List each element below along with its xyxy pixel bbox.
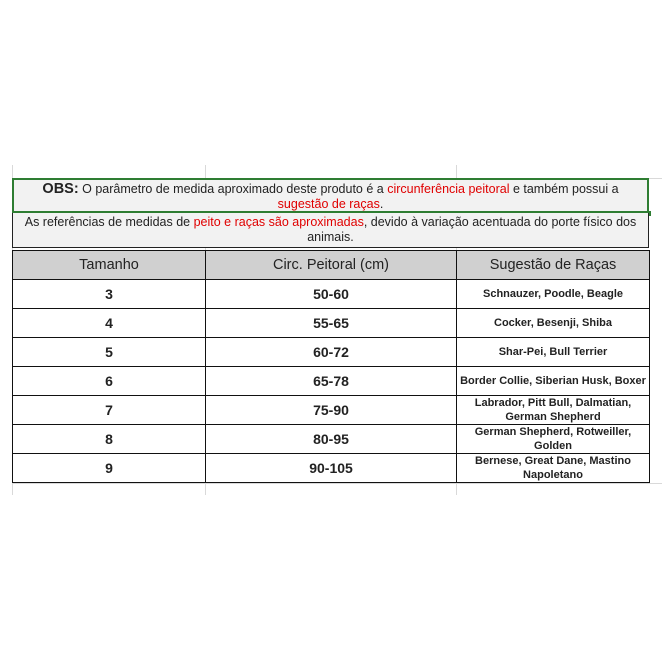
table-header-row bbox=[13, 251, 650, 280]
chest-cell[interactable]: 60-72 bbox=[206, 338, 457, 367]
size-cell[interactable]: 8 bbox=[13, 425, 206, 454]
size-cell[interactable]: 5 bbox=[13, 338, 206, 367]
chest-cell[interactable]: 50-60 bbox=[206, 280, 457, 309]
chest-cell[interactable]: 55-65 bbox=[206, 309, 457, 338]
breed-cell[interactable]: Shar-Pei, Bull Terrier bbox=[457, 338, 650, 367]
breed-cell[interactable]: Cocker, Besenji, Shiba bbox=[457, 309, 650, 338]
size-cell[interactable]: 4 bbox=[13, 309, 206, 338]
header-chest[interactable]: Circ. Peitoral (cm) bbox=[206, 251, 457, 280]
chest-cell[interactable]: 75-90 bbox=[206, 396, 457, 425]
table-row bbox=[13, 396, 650, 425]
breed-cell[interactable]: Labrador, Pitt Bull, Dalmatian, German Shepherd bbox=[457, 396, 650, 425]
reference-note[interactable] bbox=[12, 213, 649, 248]
obs-highlight-chest: circunferência peitoral bbox=[387, 182, 510, 196]
chest-cell[interactable]: 90-105 bbox=[206, 454, 457, 483]
gridline bbox=[12, 483, 662, 484]
chest-cell[interactable]: 80-95 bbox=[206, 425, 457, 454]
breed-cell[interactable]: Schnauzer, Poodle, Beagle bbox=[457, 280, 650, 309]
table-row bbox=[13, 280, 650, 309]
breed-cell[interactable]: Bernese, Great Dane, Mastino Napoletano bbox=[457, 454, 650, 483]
reference-highlight: peito e raças são aproximadas bbox=[193, 215, 364, 229]
obs-text: . bbox=[379, 197, 384, 211]
obs-highlight-breeds: sugestão de raças bbox=[277, 197, 380, 211]
size-cell[interactable]: 9 bbox=[13, 454, 206, 483]
table-row bbox=[13, 367, 650, 396]
size-cell[interactable]: 6 bbox=[13, 367, 206, 396]
size-cell[interactable]: 3 bbox=[13, 280, 206, 309]
breed-cell[interactable]: Border Collie, Siberian Husk, Boxer bbox=[457, 367, 650, 396]
size-table bbox=[12, 250, 650, 483]
obs-label: OBS: bbox=[42, 181, 79, 197]
table-row bbox=[13, 309, 650, 338]
obs-text: e também possui a bbox=[509, 182, 619, 196]
breed-cell[interactable]: German Shepherd, Rotweiller, Golden bbox=[457, 425, 650, 454]
reference-text: , devido à variação acentuada do porte físico dos animais. bbox=[307, 215, 637, 244]
header-breeds[interactable]: Sugestão de Raças bbox=[457, 251, 650, 280]
obs-text: O parâmetro de medida aproximado deste produto é a bbox=[78, 182, 388, 196]
observation-note[interactable] bbox=[12, 178, 649, 213]
header-size[interactable]: Tamanho bbox=[13, 251, 206, 280]
table-row bbox=[13, 454, 650, 483]
table-row bbox=[13, 338, 650, 367]
size-cell[interactable]: 7 bbox=[13, 396, 206, 425]
table-row bbox=[13, 425, 650, 454]
chest-cell[interactable]: 65-78 bbox=[206, 367, 457, 396]
reference-text: As referências de medidas de bbox=[24, 215, 194, 229]
